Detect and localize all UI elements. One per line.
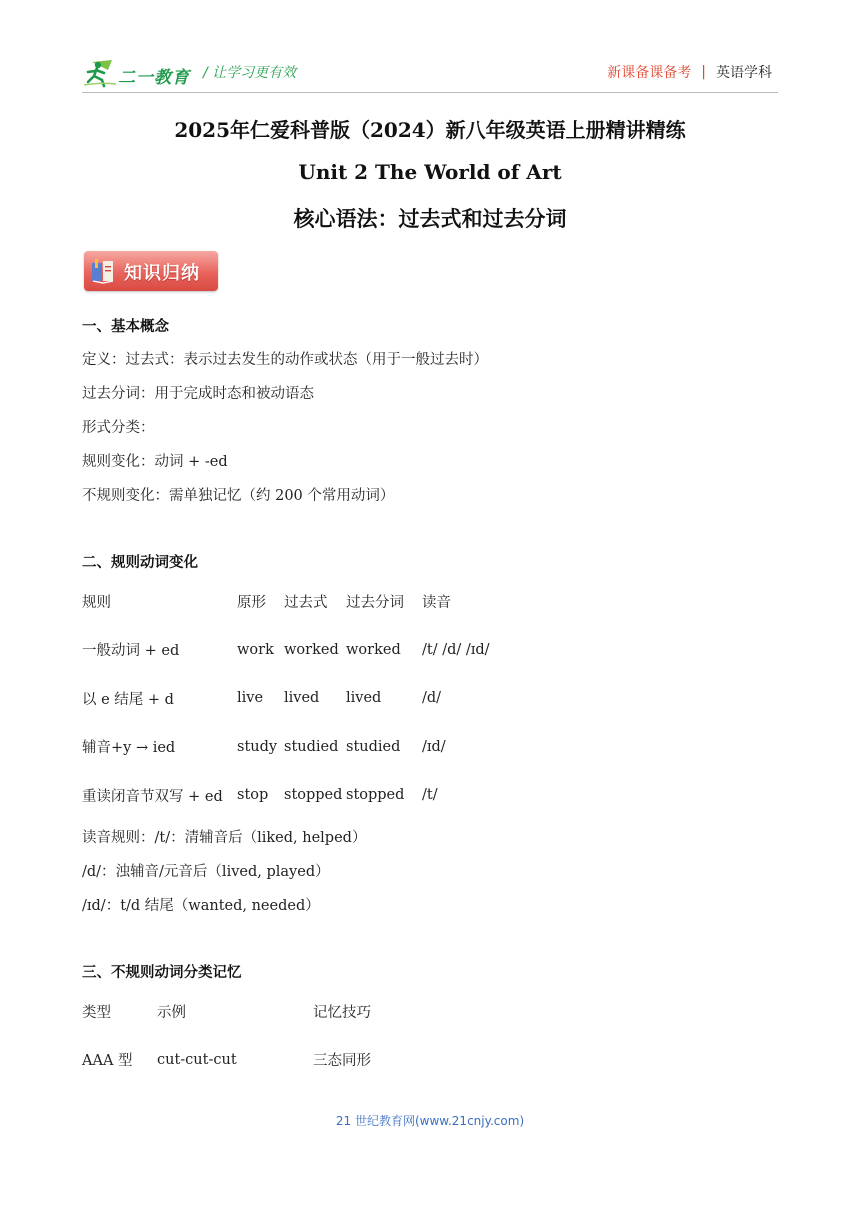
table-cell: 以 e 结尾 + d [82, 691, 174, 708]
table-cell: /d/ [422, 690, 442, 707]
table-header-row [82, 987, 413, 1036]
table-header-cell: 过去式 [284, 594, 328, 611]
table-cell: /t/ [422, 787, 438, 804]
table-cell: stop [237, 787, 269, 804]
table-cell: AAA 型 [82, 1053, 133, 1070]
section-heading-irregular-verbs: 三、不规则动词分类记忆 [82, 964, 242, 981]
table-cell: lived [284, 690, 320, 707]
document-title: 2025年仁爱科普版（2024）新八年级英语上册精讲精练 [174, 118, 686, 142]
pronunciation-note: 读音规则：/t/：清辅音后（liked, helped） [82, 830, 367, 846]
badge-label: 知识归纳 [124, 263, 200, 284]
footer-source: 21 世纪教育网(www.21cnjy.com) [335, 1114, 525, 1128]
table-header-cell: 示例 [157, 1004, 186, 1021]
regular-verbs-table [82, 577, 512, 820]
table-cell: studied [346, 738, 401, 755]
table-cell: stopped [284, 787, 343, 804]
table-cell: live [237, 690, 264, 707]
header-subject [607, 62, 772, 82]
table-header-cell: 读音 [422, 594, 451, 611]
definition-line: 过去分词：用于完成时态和被动语态 [82, 386, 314, 402]
table-header-row [82, 577, 512, 626]
table-header-cell: 规则 [82, 594, 111, 611]
table-row [82, 723, 512, 772]
table-cell: 重读闭音节双写 + ed [82, 788, 223, 805]
table-cell: worked [284, 641, 339, 658]
table-cell: 一般动词 + ed [82, 643, 180, 660]
table-cell: work [237, 641, 274, 658]
table-cell: /t/ /d/ /ɪd/ [422, 641, 490, 658]
header-label-course: 新课备课备考 [607, 65, 692, 81]
pronunciation-note: /ɪd/：t/d 结尾（wanted, needed） [82, 898, 320, 914]
table-cell: cut-cut-cut [157, 1051, 237, 1068]
slogan: / 让学习更有效 [203, 65, 297, 81]
table-header-cell: 记忆技巧 [313, 1004, 371, 1021]
table-row [82, 771, 512, 820]
brand-logo-text: 二一教育 [118, 68, 190, 88]
definition-line: 规则变化：动词 + -ed [82, 454, 228, 470]
table-header-cell: 过去分词 [346, 594, 404, 611]
knowledge-summary-badge [84, 251, 218, 291]
unit-title: Unit 2 The World of Art [298, 160, 562, 184]
table-cell: 辅音+y → ied [82, 740, 176, 757]
topic-title: 核心语法：过去式和过去分词 [293, 206, 567, 231]
table-cell: 三态同形 [313, 1053, 371, 1070]
table-cell: study [237, 738, 278, 755]
section-heading-regular-verbs: 二、规则动词变化 [82, 554, 198, 571]
table-cell: stopped [346, 787, 405, 804]
table-cell: /ɪd/ [422, 738, 446, 755]
table-cell: studied [284, 738, 339, 755]
table-cell: worked [346, 641, 401, 658]
section-heading-basic-concepts: 一、基本概念 [82, 318, 169, 335]
table-row [82, 1036, 413, 1085]
definition-line: 形式分类： [82, 420, 155, 436]
pronunciation-note: /d/：浊辅音/元音后（lived, played） [82, 864, 330, 880]
table-row [82, 674, 512, 723]
table-row [82, 626, 512, 675]
book-icon [90, 257, 116, 285]
header-divider [82, 92, 778, 93]
table-header-cell: 类型 [82, 1004, 111, 1021]
irregular-verbs-table [82, 987, 413, 1084]
definition-line: 定义：过去式：表示过去发生的动作或状态（用于一般过去时） [82, 352, 488, 368]
definition-line: 不规则变化：需单独记忆（约 200 个常用动词） [82, 488, 395, 504]
table-cell: lived [346, 690, 382, 707]
header-separator: | [701, 64, 706, 80]
header-label-subject: 英语学科 [716, 65, 772, 81]
table-header-cell: 原形 [237, 594, 266, 611]
